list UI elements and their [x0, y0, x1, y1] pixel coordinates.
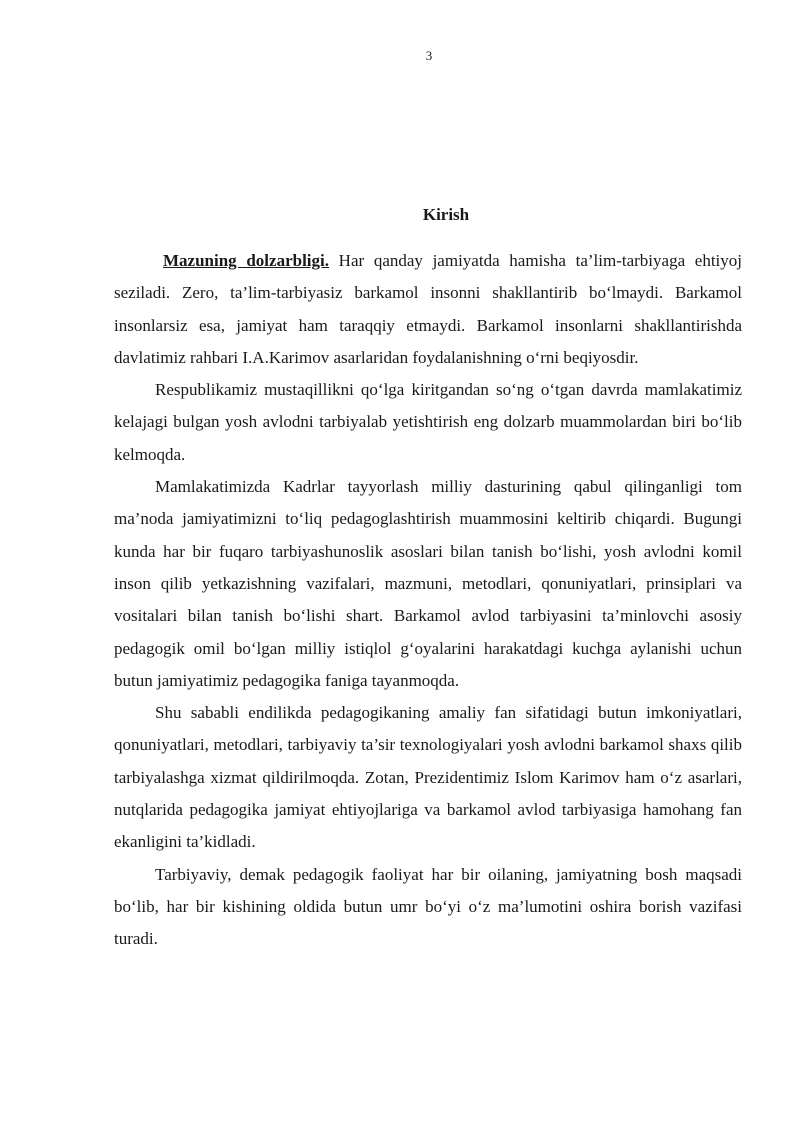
paragraph-lead: Mazuning dolzarbligi.: [163, 251, 329, 270]
paragraph-relevance: [114, 245, 742, 374]
paragraph-text: Har qanday jamiyatda hamisha ta’lim-tarbiyaga ehtiyoj seziladi. Zero, ta’lim-tarbiyasiz barkamol insonni shakllantirib bo‘lmaydi. Barkamol insonlarsiz esa, jamiyat ham taraqqiy etmaydi. Barkamol insonlarni shakllantirishda davlatimiz rahbari I.A.Karimov asarlaridan foydalanishning o‘rni beqiyosdir.: [114, 251, 742, 367]
paragraph-national-program: Mamlakatimizda Kadrlar tayyorlash milliy dasturining qabul qilinganligi tom ma’noda jamiyatimizni to‘liq pedagoglashtirish muammosini keltirib chiqardi. Bugungi kunda har bir fuqaro tarbiyashunoslik asoslari bilan tanish bo‘lishi, yosh avlodni komil inson qilib yetkazishning vazifalari, mazmuni, metodlari, qonuniyatlari, prinsiplari va vositalari bilan tanish bo‘lishi shart. Barkamol avlod tarbiyasini ta’minlovchi asosiy pedagogik omil bo‘lgan milliy istiqlol g‘oyalarini harakatdagi kuchga aylanishi uchun butun jamiyatimiz pedagogika faniga tayanmoqda.: [114, 477, 742, 690]
paragraph-lifelong-learning: Tarbiyaviy, demak pedagogik faoliyat har bir oilaning, jamiyatning bosh maqsadi bo‘lib, har bir kishining oldida butun umr bo‘yi o‘z ma’lumotini oshira borish vazifasi turadi.: [114, 864, 742, 949]
page-number: 3: [425, 48, 433, 63]
paragraph-independence: Respublikamiz mustaqillikni qo‘lga kiritgandan so‘ng o‘tgan davrda mamlakatimiz kelajagi bulgan yosh avlodni tarbiyalab yetishtirish eng dolzarb muammolardan biri bo‘lib kelmoqda.: [114, 380, 742, 464]
section-heading: Kirish: [422, 205, 470, 224]
paragraph-pedagogy-practice: Shu sababli endilikda pedagogikaning amaliy fan sifatidagi butun imkoniyatlari, qonuniyatlari, metodlari, tarbiyaviy ta’sir texnologiyalari yosh avlodni barkamol shaxs qilib tarbiyalashga xizmat qildirilmoqda. Zotan, Prezidentimiz Islom Karimov ham o‘z asarlari, nutqlarida pedagogika jamiyat ehtiyojlariga va barkamol avlod tarbiyasiga hamohang fan ekanligini ta’kidladi.: [114, 703, 742, 852]
body-text: [114, 245, 742, 956]
